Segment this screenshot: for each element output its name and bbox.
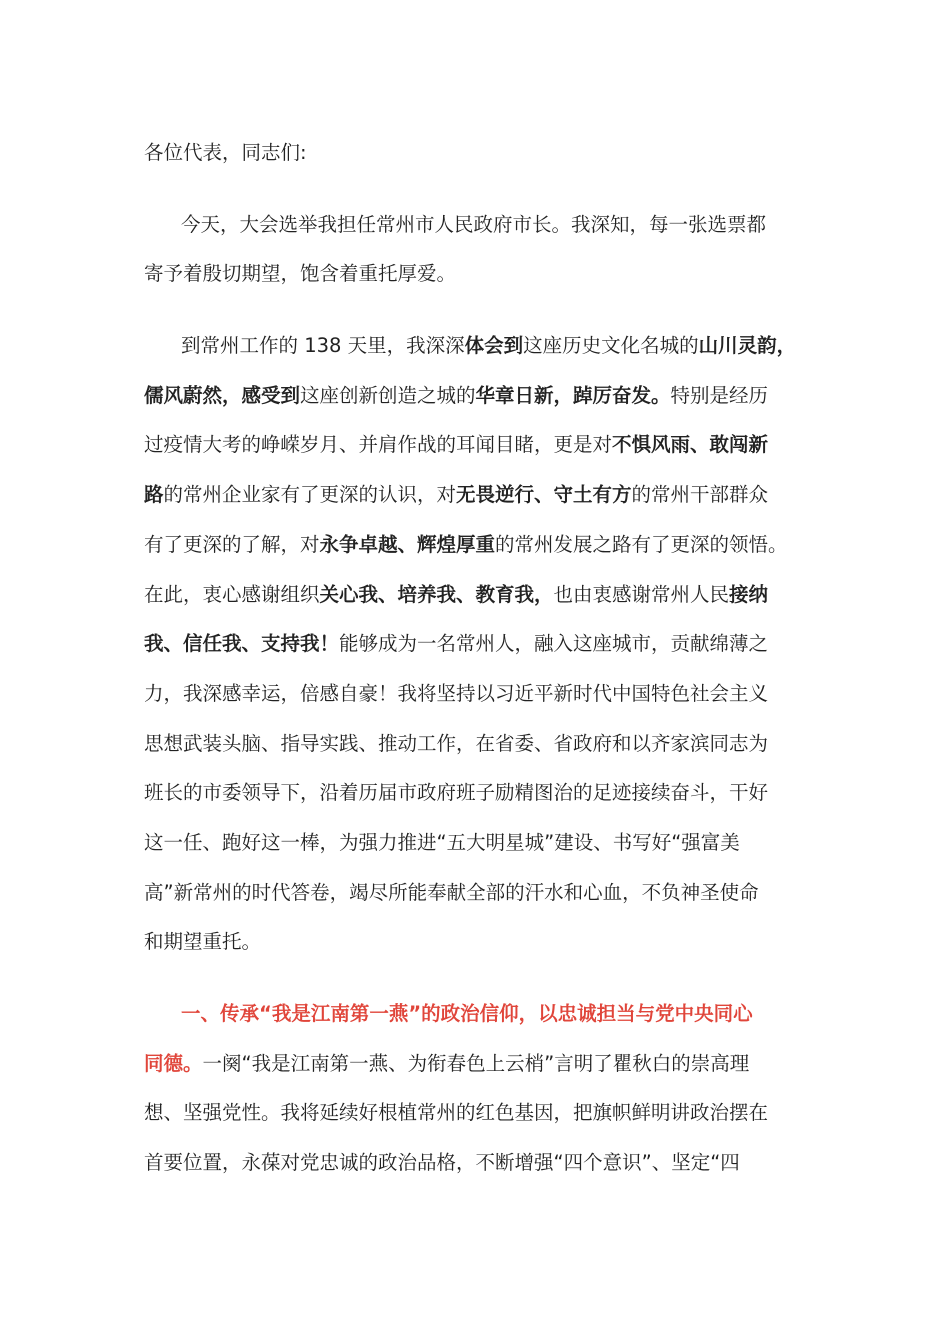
- bold-text: 不惧风雨、敢闯新: [612, 433, 769, 457]
- bold-text: 接纳: [729, 582, 769, 606]
- bold-text: 永争卓越、辉煌厚重: [319, 532, 496, 556]
- text-run: 这座创新创造之城的: [300, 383, 476, 407]
- text-run: 在此，衷心感谢组织: [144, 582, 320, 606]
- greeting: 各位代表，同志们:: [144, 141, 307, 164]
- text-run: 过疫情大考的峥嵘岁月、并肩作战的耳闻目睹，更是对: [144, 433, 613, 457]
- paragraph-gap: [144, 299, 806, 321]
- text-line: 思想武装头脑、指导实践、推动工作，在省委、省政府和以齐家滨同志为: [144, 731, 769, 755]
- paragraph-gap: [144, 967, 806, 989]
- paragraph-1: [144, 200, 806, 299]
- text-line: [144, 619, 806, 669]
- text-line: [144, 371, 806, 421]
- text-run: 特别是经历: [670, 383, 769, 407]
- document-body: [144, 128, 806, 1188]
- section-heading-end: 同德。: [144, 1051, 203, 1075]
- paragraph-3: [144, 989, 806, 1188]
- text-run: 的常州企业家有了更深的认识，对: [163, 483, 457, 507]
- section-heading: 一、传承“我是江南第一燕”的政治信仰，以忠诚担当与党中央同心: [181, 1002, 753, 1025]
- text-line: [144, 570, 806, 620]
- text-line: [144, 420, 806, 470]
- text-line: [144, 321, 806, 371]
- text-run: 的常州发展之路有了更深的领悟。: [495, 532, 788, 556]
- paragraph-2: [144, 321, 806, 967]
- text-line: [144, 470, 806, 520]
- text-line: 寄予着殷切期望，饱含着重托厚爱。: [144, 262, 457, 286]
- bold-text: 体会到: [464, 334, 524, 358]
- text-line: 高”新常州的时代答卷，竭尽所能奉献全部的汗水和心血，不负神圣使命: [144, 880, 759, 904]
- bold-text: 山川灵韵，: [698, 334, 797, 358]
- bold-text: 华章日新，踔厉奋发。: [475, 383, 671, 407]
- text-run: 也由衷感谢常州人民: [553, 582, 730, 606]
- text-run: 到常州工作的 138 天里，我深深: [181, 334, 465, 358]
- text-line: 今天，大会选举我担任常州市人民政府市长。我深知，每一张选票都: [181, 212, 767, 236]
- paragraph-gap: [144, 178, 806, 200]
- bold-text: 路: [144, 483, 164, 507]
- text-run: 一阕“我是江南第一燕、为衔春色上云梢”言明了瞿秋白的崇高理: [202, 1051, 750, 1075]
- bold-text: 关心我、培养我、教育我，: [319, 582, 554, 606]
- section-heading-line: [144, 989, 806, 1039]
- text-line: [144, 520, 806, 570]
- text-line: 首要位置，永葆对党忠诚的政治品格，不断增强“四个意识”、坚定“四: [144, 1151, 740, 1175]
- text-line: 这一任、跑好这一棒，为强力推进“五大明星城”建设、书写好“强富美: [144, 830, 740, 854]
- text-line: 力，我深感幸运，倍感自豪！我将坚持以习近平新时代中国特色社会主义: [144, 681, 769, 705]
- bold-text: 我、信任我、支持我！: [144, 632, 340, 656]
- text-run: 能够成为一名常州人，融入这座城市，贡献绵薄之: [339, 632, 769, 656]
- text-line: 想、坚强党性。我将延续好根植常州的红色基因，把旗帜鲜明讲政治摆在: [144, 1101, 769, 1125]
- text-run: 有了更深的了解，对: [144, 532, 320, 556]
- text-line: [144, 1039, 806, 1089]
- bold-text: 无畏逆行、守土有方: [456, 483, 632, 507]
- text-line: 和期望重托。: [144, 930, 262, 954]
- text-run: 这座历史文化名城的: [523, 334, 699, 358]
- bold-text: 儒风蔚然，感受到: [144, 383, 301, 407]
- text-line: 班长的市委领导下，沿着历届市政府班子励精图治的足迹接续奋斗，干好: [144, 781, 769, 805]
- text-run: 的常州干部群众: [631, 483, 769, 507]
